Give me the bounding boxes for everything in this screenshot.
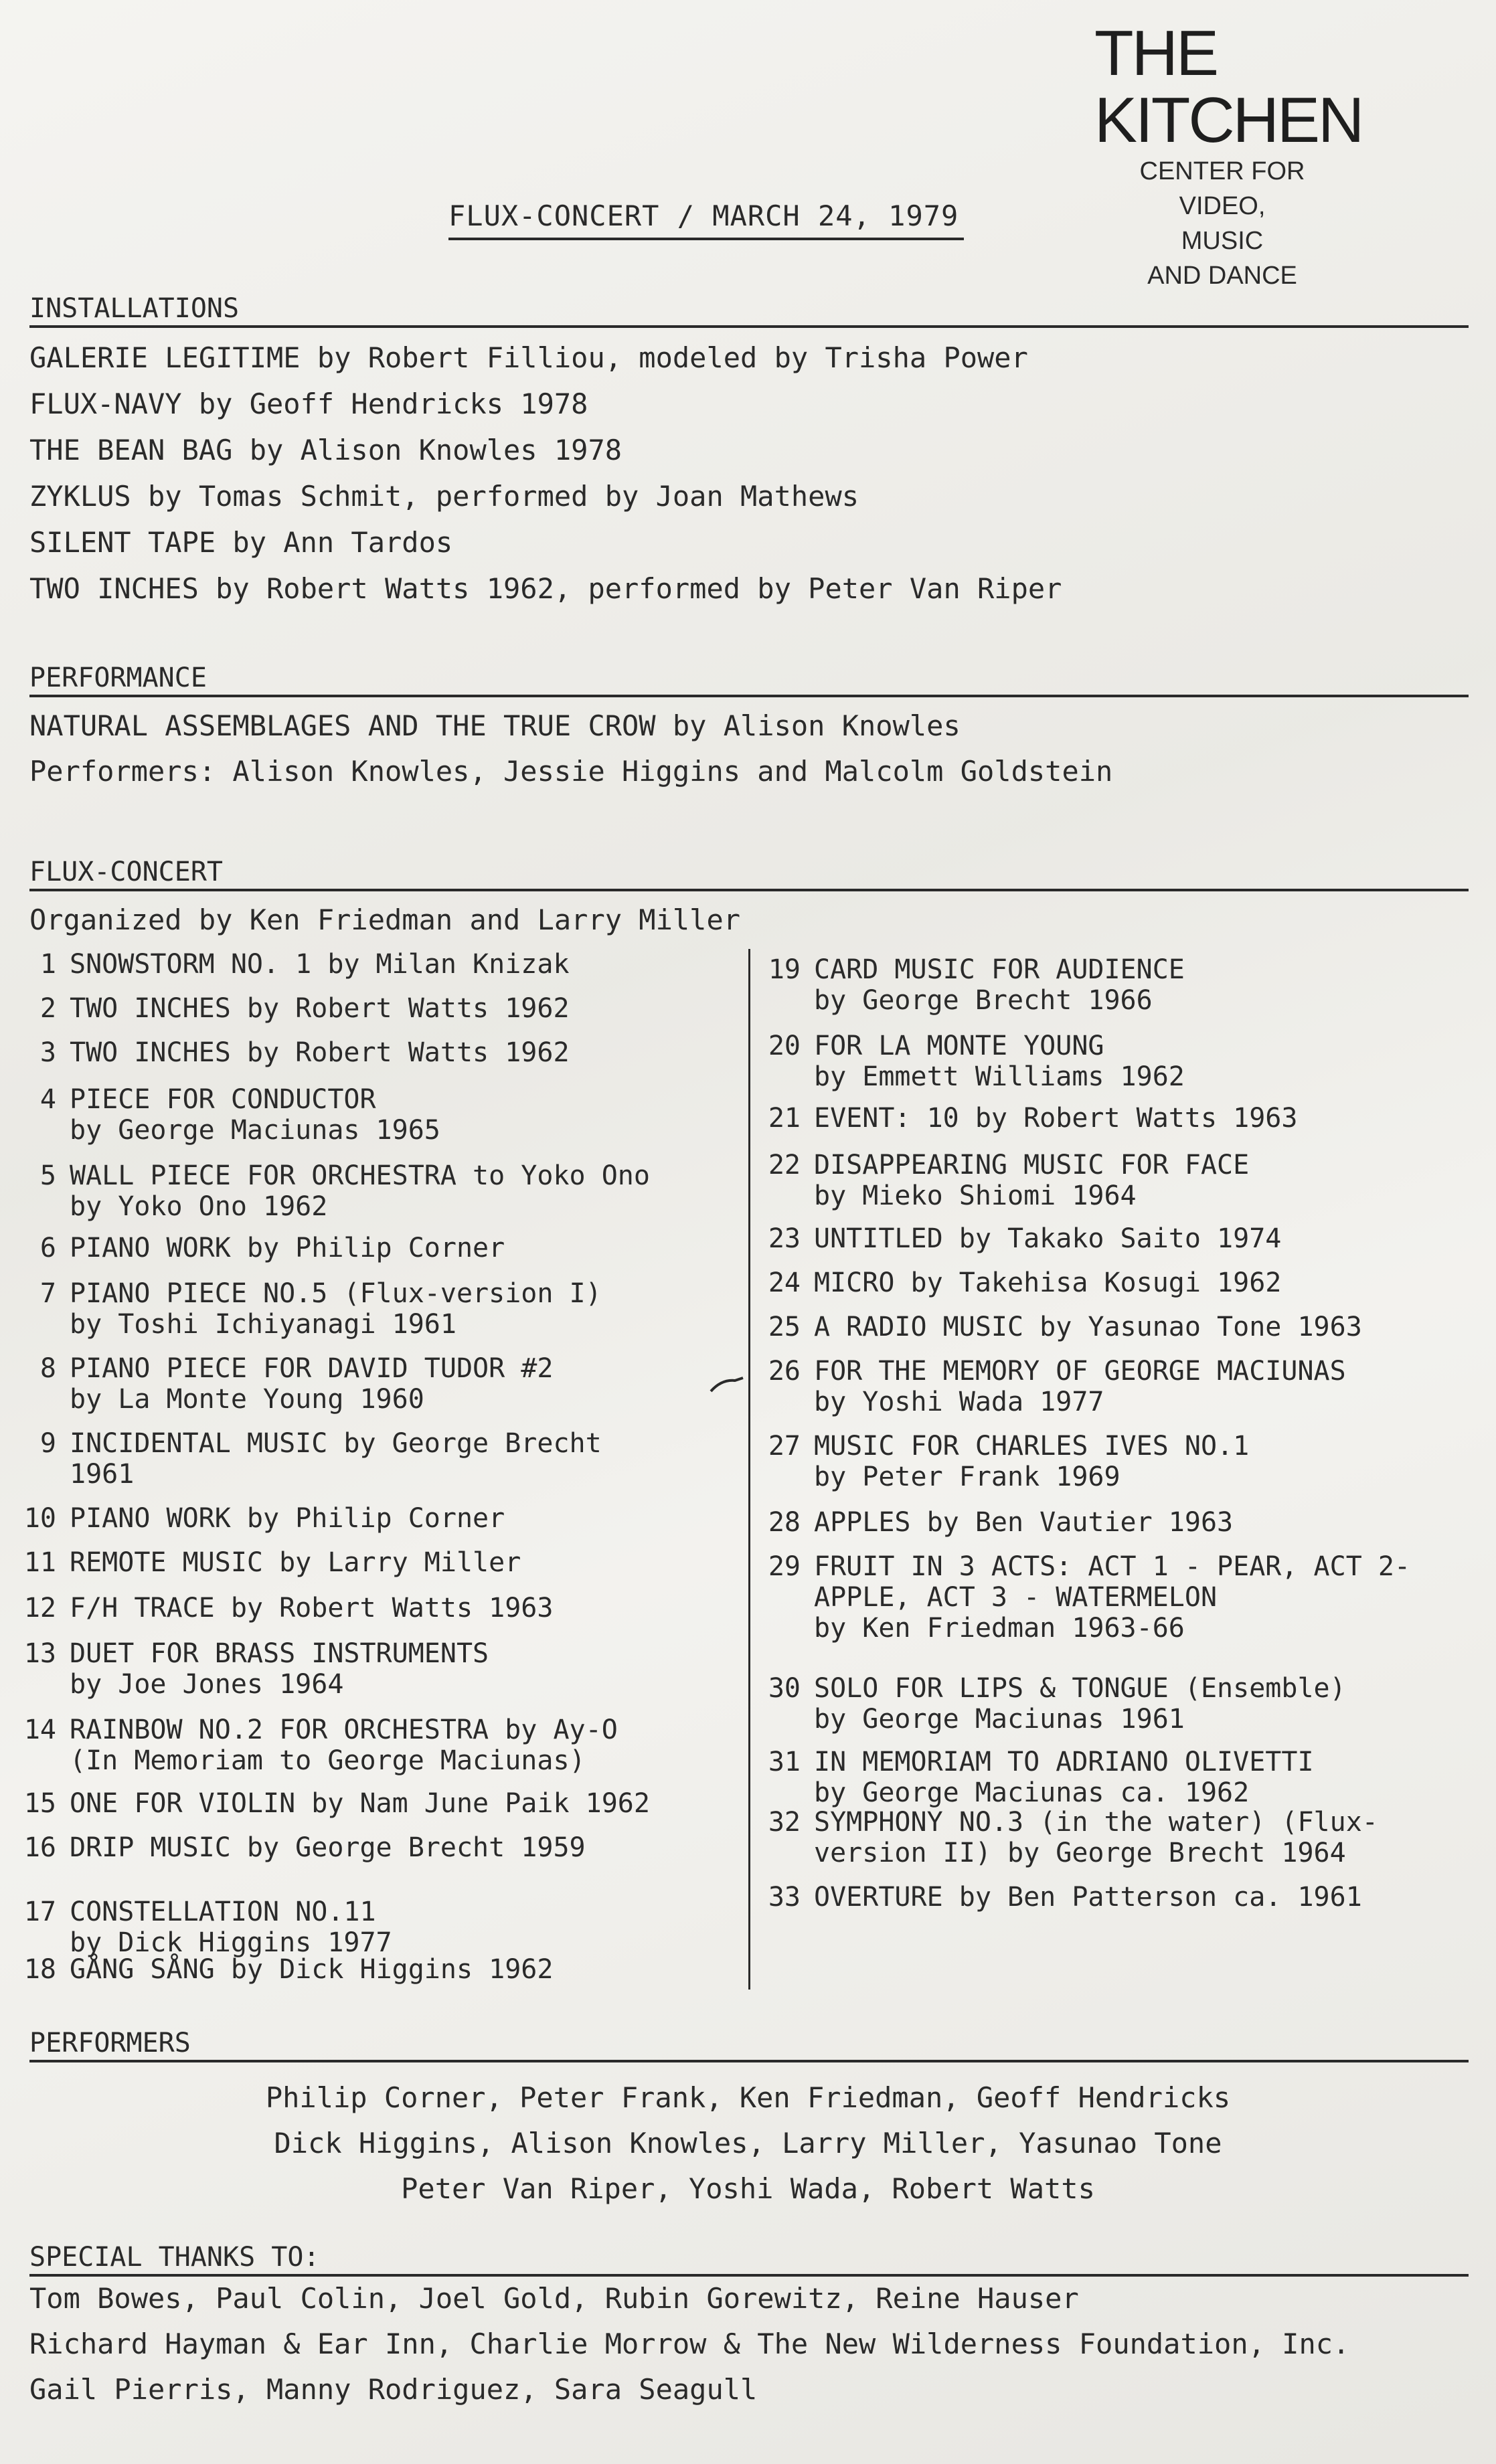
program-item-text	[801, 1103, 1297, 1134]
program-item-text	[56, 949, 570, 980]
program-item-line: PIANO PIECE FOR DAVID TUDOR #2	[70, 1353, 554, 1384]
program-item-line: PIECE FOR CONDUCTOR	[70, 1084, 376, 1115]
program-item-line: (In Memoriam to George Maciunas)	[70, 1745, 586, 1776]
program-item-line: WALL PIECE FOR ORCHESTRA to Yoko Ono	[70, 1160, 650, 1191]
program-item	[0, 1593, 553, 1623]
program-item-text	[801, 1882, 1362, 1913]
logo-subtitle-2: VIDEO, MUSIC	[1179, 192, 1266, 255]
the-kitchen-logo	[1094, 17, 1483, 293]
program-item-text	[801, 1223, 1281, 1254]
program-item-line: by Dick Higgins 1977	[70, 1927, 392, 1958]
program-item-line: TWO INCHES by Robert Watts 1962	[70, 1037, 570, 1068]
program-item	[744, 1356, 1346, 1417]
program-item-text	[56, 1233, 505, 1263]
program-item-line: EVENT: 10 by Robert Watts 1963	[814, 1103, 1298, 1134]
program-item-text	[56, 1353, 553, 1415]
program-item-number: 7	[39, 1278, 56, 1309]
program-item	[0, 993, 570, 1024]
program-item-number: 2	[39, 993, 56, 1024]
program-item-line: DUET FOR BRASS INSTRUMENTS	[70, 1638, 489, 1669]
program-item	[0, 1160, 650, 1222]
program-item-number: 19	[768, 954, 801, 985]
program-item	[744, 1807, 1378, 1868]
program-item-line: by Joe Jones 1964	[70, 1669, 344, 1700]
program-item	[744, 1882, 1362, 1913]
thanks-line: Gail Pierris, Manny Rodriguez, Sara Seagull	[29, 2373, 758, 2406]
program-item	[0, 1428, 602, 1490]
program-item	[0, 1278, 602, 1340]
program-item-number: 14	[23, 1714, 56, 1745]
program-item-text	[801, 1267, 1281, 1298]
installations-heading: INSTALLATIONS	[29, 293, 1469, 328]
program-item-number: 25	[768, 1312, 801, 1342]
program-item-line: by George Maciunas 1965	[70, 1115, 440, 1146]
program-item-text	[801, 1507, 1233, 1538]
program-item-number: 27	[768, 1431, 801, 1462]
program-item-text	[801, 1031, 1185, 1092]
program-item-number: 6	[39, 1233, 56, 1263]
program-item	[0, 1638, 489, 1700]
installation-item: FLUX-NAVY by Geoff Hendricks 1978	[29, 387, 588, 420]
program-item	[0, 1503, 505, 1534]
installation-item: TWO INCHES by Robert Watts 1962, performed by Peter Van Riper	[29, 572, 1062, 605]
program-item-line: CONSTELLATION NO.11	[70, 1897, 376, 1927]
program-item-text	[801, 954, 1185, 1016]
program-item-text	[56, 1503, 505, 1534]
logo-subtitle-3: AND DANCE	[1147, 262, 1297, 290]
program-item	[744, 1312, 1362, 1342]
program-item-number: 8	[39, 1353, 56, 1384]
installation-item: SILENT TAPE by Ann Tardos	[29, 526, 453, 559]
program-item-number: 10	[23, 1503, 56, 1534]
program-item-line: SOLO FOR LIPS & TONGUE (Ensemble)	[814, 1673, 1346, 1704]
program-item-text	[56, 1788, 650, 1819]
program-item-line: MUSIC FOR CHARLES IVES NO.1	[814, 1431, 1250, 1462]
program-item-number: 20	[768, 1031, 801, 1061]
logo-subtitle-1: CENTER FOR	[1139, 157, 1305, 185]
program-item-number: 24	[768, 1267, 801, 1298]
program-item-number: 26	[768, 1356, 801, 1387]
program-item	[744, 1031, 1185, 1092]
program-item-line: by George Maciunas 1961	[814, 1704, 1185, 1735]
program-item-line: FOR LA MONTE YOUNG	[814, 1031, 1104, 1061]
program-item-text	[56, 1160, 650, 1222]
installation-item: ZYKLUS by Tomas Schmit, performed by Joan Mathews	[29, 480, 859, 513]
program-item-number: 15	[23, 1788, 56, 1819]
program-item-line: by Mieko Shiomi 1964	[814, 1180, 1137, 1211]
program-item-text	[801, 1150, 1249, 1211]
program-item-number: 30	[768, 1673, 801, 1704]
logo-title: THE KITCHEN	[1094, 17, 1363, 156]
program-item-text	[801, 1747, 1314, 1808]
program-item	[744, 1507, 1233, 1538]
program-item	[744, 1150, 1249, 1211]
program-item-line: FRUIT IN 3 ACTS: ACT 1 - PEAR, ACT 2-	[814, 1551, 1411, 1582]
performers-line: Peter Van Riper, Yoshi Wada, Robert Watts	[401, 2172, 1095, 2205]
program-item-number: 23	[768, 1223, 801, 1254]
program-item-line: by George Brecht 1966	[814, 985, 1153, 1016]
program-item-number: 33	[768, 1882, 801, 1913]
program-item-line: F/H TRACE by Robert Watts 1963	[70, 1593, 554, 1623]
program-item-number: 32	[768, 1807, 801, 1838]
program-item	[0, 1714, 618, 1776]
program-item-text	[801, 1551, 1410, 1644]
program-item-line: PIANO WORK by Philip Corner	[70, 1503, 505, 1534]
performance-line: Performers: Alison Knowles, Jessie Higgins and Malcolm Goldstein	[29, 755, 1113, 788]
program-item-line: 1961	[70, 1459, 135, 1490]
program-item-number: 31	[768, 1747, 801, 1777]
program-item	[0, 1037, 570, 1068]
program-item-line: by Toshi Ichiyanagi 1961	[70, 1309, 456, 1340]
program-item-line: by Peter Frank 1969	[814, 1462, 1120, 1492]
performance-line: NATURAL ASSEMBLAGES AND THE TRUE CROW by Alison Knowles	[29, 709, 961, 742]
program-item-text	[56, 1547, 521, 1578]
program-item-number: 17	[23, 1897, 56, 1927]
program-item-text	[56, 993, 570, 1024]
program-item-line: by Ken Friedman 1963-66	[814, 1613, 1185, 1644]
program-item-line: MICRO by Takehisa Kosugi 1962	[814, 1267, 1282, 1298]
program-item-number: 12	[23, 1593, 56, 1623]
installation-item: THE BEAN BAG by Alison Knowles 1978	[29, 434, 622, 466]
program-item	[744, 1747, 1314, 1808]
program-item-line: REMOTE MUSIC by Larry Miller	[70, 1547, 521, 1578]
program-item-number: 21	[768, 1103, 801, 1134]
program-item-line: TWO INCHES by Robert Watts 1962	[70, 993, 570, 1024]
pen-mark	[708, 1375, 748, 1395]
program-item-line: APPLE, ACT 3 - WATERMELON	[814, 1582, 1218, 1613]
program-item	[744, 1431, 1249, 1492]
program-item-line: CARD MUSIC FOR AUDIENCE	[814, 954, 1185, 985]
program-item-line: by Emmett Williams 1962	[814, 1061, 1185, 1092]
program-item-text	[56, 1714, 618, 1776]
program-item	[744, 1267, 1281, 1298]
program-item	[0, 1353, 553, 1415]
program-item-text	[801, 1356, 1346, 1417]
program-item-line: SNOWSTORM NO. 1 by Milan Knizak	[70, 949, 570, 980]
program-item-text	[801, 1312, 1362, 1342]
program-item-line: by Yoko Ono 1962	[70, 1191, 328, 1222]
program-item	[0, 1788, 650, 1819]
program-item-line: by George Maciunas ca. 1962	[814, 1777, 1250, 1808]
program-item-text	[56, 1638, 489, 1700]
program-item-line: by Yoshi Wada 1977	[814, 1387, 1104, 1417]
program-item-text	[56, 1278, 602, 1340]
program-item-number: 1	[39, 949, 56, 980]
performance-heading: PERFORMANCE	[29, 663, 1469, 697]
program-item-text	[56, 1593, 553, 1623]
program-item-line: SYMPHONY NO.3 (in the water) (Flux-	[814, 1807, 1378, 1838]
program-item	[0, 1954, 553, 1985]
program-item-text	[56, 1037, 570, 1068]
program-item	[744, 1551, 1410, 1644]
performers-heading: PERFORMERS	[29, 2028, 1469, 2062]
program-item	[744, 1223, 1281, 1254]
program-item-line: DISAPPEARING MUSIC FOR FACE	[814, 1150, 1250, 1180]
program-item	[0, 949, 570, 980]
program-item-number: 16	[23, 1832, 56, 1863]
program-item	[744, 1103, 1297, 1134]
thanks-line: Tom Bowes, Paul Colin, Joel Gold, Rubin Gorewitz, Reine Hauser	[29, 2282, 1079, 2315]
program-item-line: INCIDENTAL MUSIC by George Brecht	[70, 1428, 602, 1459]
program-item-line: DRIP MUSIC by George Brecht 1959	[70, 1832, 586, 1863]
program-item-text	[801, 1673, 1346, 1735]
program-item-line: RAINBOW NO.2 FOR ORCHESTRA by Ay-O	[70, 1714, 618, 1745]
program-item	[0, 1084, 440, 1146]
program-item-line: version II) by George Brecht 1964	[814, 1838, 1346, 1868]
program-item-text	[56, 1897, 392, 1958]
program-item-line: OVERTURE by Ben Patterson ca. 1961	[814, 1882, 1362, 1913]
program-item-line: ONE FOR VIOLIN by Nam June Paik 1962	[70, 1788, 650, 1819]
program-item-number: 5	[39, 1160, 56, 1191]
program-item	[744, 1673, 1346, 1735]
performers-line: Dick Higgins, Alison Knowles, Larry Miller, Yasunao Tone	[274, 2127, 1222, 2160]
program-item-number: 22	[768, 1150, 801, 1180]
thanks-line: Richard Hayman & Ear Inn, Charlie Morrow & The New Wilderness Foundation, Inc.	[29, 2327, 1350, 2360]
document-title: FLUX-CONCERT / MARCH 24, 1979	[448, 199, 964, 240]
installation-item: GALERIE LEGITIME by Robert Filliou, modeled by Trisha Power	[29, 341, 1028, 374]
program-item-text	[801, 1431, 1249, 1492]
program-item	[0, 1547, 521, 1578]
program-item-number: 28	[768, 1507, 801, 1538]
program-item-number: 18	[23, 1954, 56, 1985]
program-item-text	[56, 1954, 553, 1985]
program-item-text	[56, 1428, 602, 1490]
program-item-line: IN MEMORIAM TO ADRIANO OLIVETTI	[814, 1747, 1314, 1777]
performers-line: Philip Corner, Peter Frank, Ken Friedman, Geoff Hendricks	[265, 2081, 1231, 2114]
flux-concert-heading: FLUX-CONCERT	[29, 857, 1469, 891]
program-item	[744, 954, 1185, 1016]
program-item-line: GÅNG SÅNG by Dick Higgins 1962	[70, 1954, 554, 1985]
program-item	[0, 1233, 505, 1263]
program-item-number: 11	[23, 1547, 56, 1578]
program-item-number: 3	[39, 1037, 56, 1068]
program-item-text	[56, 1084, 440, 1146]
program-item-line: A RADIO MUSIC by Yasunao Tone 1963	[814, 1312, 1362, 1342]
program-item	[0, 1832, 586, 1863]
program-item-line: FOR THE MEMORY OF GEORGE MACIUNAS	[814, 1356, 1346, 1387]
program-item-text	[801, 1807, 1378, 1868]
program-item-line: APPLES by Ben Vautier 1963	[814, 1507, 1234, 1538]
program-item-number: 9	[39, 1428, 56, 1459]
program-item-number: 13	[23, 1638, 56, 1669]
program-item-line: PIANO WORK by Philip Corner	[70, 1233, 505, 1263]
program-item-text	[56, 1832, 586, 1863]
program-item-line: PIANO PIECE NO.5 (Flux-version I)	[70, 1278, 602, 1309]
special-thanks-heading: SPECIAL THANKS TO:	[29, 2242, 1469, 2277]
program-item-line: UNTITLED by Takako Saito 1974	[814, 1223, 1282, 1254]
program-item-line: by La Monte Young 1960	[70, 1384, 424, 1415]
program-item	[0, 1897, 392, 1958]
flux-concert-organizers: Organized by Ken Friedman and Larry Miller	[29, 903, 741, 936]
program-item-number: 29	[768, 1551, 801, 1582]
program-item-number: 4	[39, 1084, 56, 1115]
